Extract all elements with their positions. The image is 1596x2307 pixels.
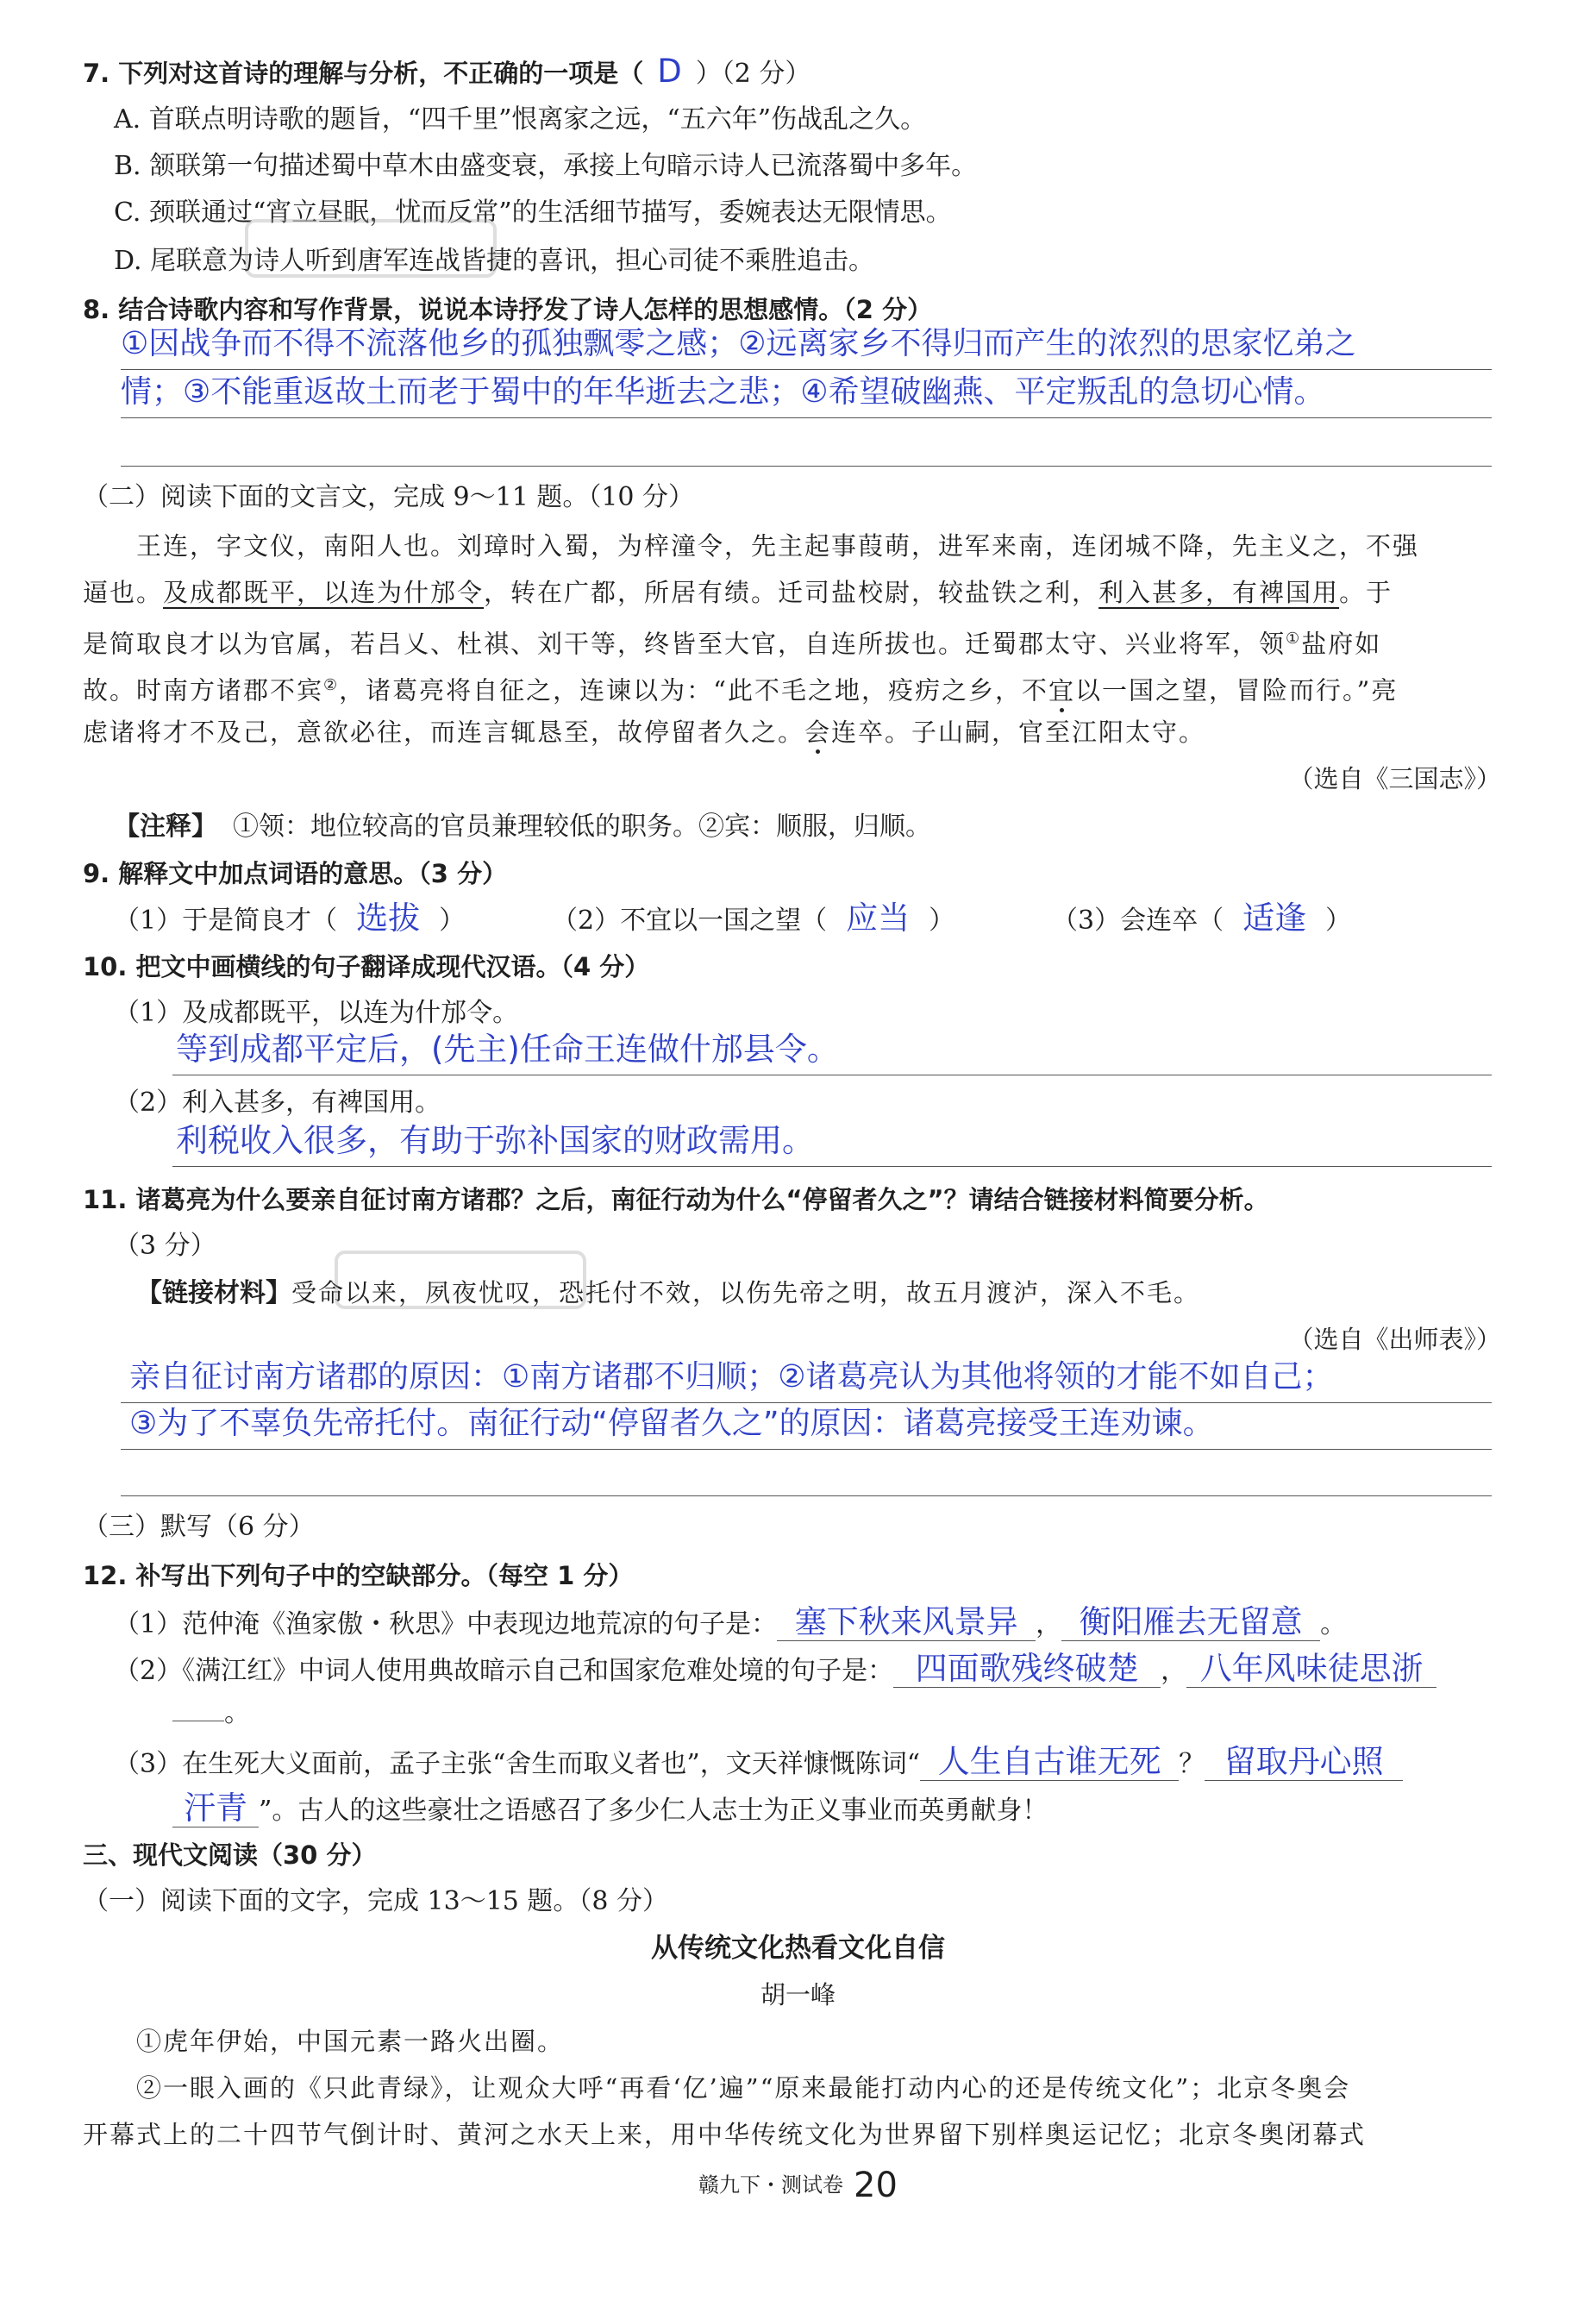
q7-tail: ）（2 分） xyxy=(695,59,811,89)
link-material-label: 【链接材料】 xyxy=(136,1278,291,1308)
q11-score: （3 分） xyxy=(114,1231,216,1261)
q12-text: （1）范仲淹《渔家傲・秋思》中表现边地荒凉的句子是： xyxy=(114,1609,778,1639)
q8-answer-line-2: 情；③不能重返故土而老于蜀中的年华逝去之悲；④希望破幽燕、平定叛乱的急切心情。 xyxy=(121,374,1325,410)
q9-item-text: （3）会连卒（ xyxy=(1052,906,1224,936)
q12-stem: 12. 补写出下列句子中的空缺部分。（每空 1 分） xyxy=(83,1561,634,1590)
passage-text: 以一国之望，冒险而行。”亮 xyxy=(1075,675,1399,705)
passage-text: 连卒。子山嗣，官至江阳太守。 xyxy=(831,718,1206,747)
q9-item-text: ） xyxy=(439,906,466,936)
part3-subheading: （一）阅读下面的文字，完成 13～15 题。（8 分） xyxy=(83,1886,669,1916)
q12-line-2 xyxy=(114,1651,1436,1690)
q7-stem xyxy=(83,53,811,92)
underlined-sentence-1: 及成都既平，以连为什邡令 xyxy=(163,578,485,607)
underlined-sentence-2: 利入甚多，有裨国用 xyxy=(1098,578,1340,607)
q9-stem: 9. 解释文中加点词语的意思。（3 分） xyxy=(83,859,508,888)
answer-rule xyxy=(121,466,1492,467)
q12-blank-3: 四面歌残终破楚 xyxy=(893,1651,1161,1688)
q12-line-2-cont xyxy=(172,1696,250,1732)
q10-stem: 10. 把文中画横线的句子翻译成现代汉语。（4 分） xyxy=(83,952,650,981)
passage-line-3 xyxy=(83,621,1381,662)
q12-text: （3）在生死大义面前，孟子主张“舍生而取义者也”，文天祥慷慨陈词“ xyxy=(114,1749,921,1779)
q12-blank-4: 八年风味徒思浙 xyxy=(1186,1651,1436,1688)
article-title: 从传统文化热看文化自信 xyxy=(651,1933,945,1964)
q12-line-1 xyxy=(114,1604,1346,1643)
q12-text: （2）《满江红》中词人使用典故暗示自己和国家危难处境的句子是： xyxy=(114,1656,894,1686)
q12-text: ， xyxy=(1161,1656,1187,1686)
answer-rule xyxy=(121,369,1492,370)
section2-heading: （二）阅读下面的文言文，完成 9～11 题。（10 分） xyxy=(83,482,695,512)
q12-line-3 xyxy=(114,1744,1403,1783)
q12-text: 。 xyxy=(224,1698,250,1728)
passage-text: 逼也。 xyxy=(83,578,164,607)
passage-line-2 xyxy=(83,574,1393,611)
q7-option-b: B. 颔联第一句描述蜀中草木由盛变衰，承接上句暗示诗人已流落蜀中多年。 xyxy=(114,151,978,181)
q12-blank-6: 留取丹心照 xyxy=(1205,1744,1403,1781)
footnote-ref-1: ① xyxy=(1286,630,1302,648)
page-footer xyxy=(0,2163,1596,2207)
q7-answer: D xyxy=(657,53,682,90)
watermark-logo-icon xyxy=(243,214,502,283)
q10-sentence-2: （2）利入甚多，有裨国用。 xyxy=(114,1088,441,1118)
notes-label: 【注释】 xyxy=(114,812,217,842)
q9-answer-3: 适逢 xyxy=(1242,900,1307,937)
answer-rule xyxy=(121,1449,1492,1450)
notes-text: ①领：地位较高的官员兼理较低的职务。②宾：顺服，归顺。 xyxy=(233,812,931,842)
q12-line-4 xyxy=(172,1790,1048,1829)
answer-rule xyxy=(172,1166,1492,1167)
q7-option-d: D. 尾联意为诗人听到唐军连战皆捷的喜讯，担心司徒不乘胜追击。 xyxy=(114,246,875,276)
q9-answer-2: 应当 xyxy=(846,900,911,937)
q12-blank-1: 塞下秋来风景异 xyxy=(777,1604,1036,1641)
q9-item-1 xyxy=(114,900,465,939)
article-paragraph-2-cont: 开幕式上的二十四节气倒计时、黄河之水天上来，用中华传统文化为世界留下别样奥运记忆；北京冬奥闭幕式 xyxy=(83,2120,1367,2149)
q9-item-text: ） xyxy=(1325,906,1352,936)
q9-item-3 xyxy=(1052,900,1351,939)
passage-line-1: 王连，字文仪，南阳人也。刘璋时入蜀，为梓潼令，先主起事葭萌，进军来南，连闭城不降，先主义之，不强 xyxy=(136,531,1420,561)
watermark xyxy=(333,1245,591,1328)
q12-text: ， xyxy=(1036,1609,1062,1639)
passage-text: 是简 xyxy=(83,629,137,659)
passage-line-5 xyxy=(83,714,1205,750)
q8-answer-line-1: ①因战争而不得不流落他乡的孤独飘零之感；②远离家乡不得归而产生的浓烈的思家忆弟之 xyxy=(121,326,1356,361)
footnote-ref-2: ② xyxy=(323,676,340,694)
answer-rule xyxy=(121,417,1492,418)
passage-text: 故。时南方诸郡不宾 xyxy=(83,675,324,705)
q9-item-text: ） xyxy=(929,906,955,936)
q11-answer-line-2: ③为了不辜负先帝托付。南征行动“停留者久之”的原因：诸葛亮接受王连劝谏。 xyxy=(129,1406,1214,1441)
watermark xyxy=(243,214,502,297)
passage-text: ，转在广都，所居有绩。迁司盐校尉，较盐铁之利， xyxy=(484,578,1099,607)
footer-label: 赣九下・测试卷 xyxy=(698,2172,844,2197)
part3-heading: 三、现代文阅读（30 分） xyxy=(83,1840,377,1870)
q10-sentence-1: （1）及成都既平，以连为什邡令。 xyxy=(114,998,519,1028)
passage-line-4 xyxy=(83,668,1398,709)
q11-stem: 11. 诸葛亮为什么要亲自征讨南方诸郡？之后，南征行动为什么“停留者久之”？请结合链接材料简要分析。 xyxy=(83,1185,1269,1214)
q12-blank-5: 人生自古谁无死 xyxy=(920,1744,1179,1781)
link-material-text: 受命以来，夙夜忧叹，恐托付不效，以伤先帝之明，故五月渡泸，深入不毛。 xyxy=(291,1278,1201,1307)
q11-answer-line-1: 亲自征讨南方诸郡的原因：①南方诸郡不归顺；②诸葛亮认为其他将领的才能不如自己； xyxy=(129,1359,1334,1395)
watermark-logo-icon xyxy=(333,1245,591,1314)
passage-text: 良才以为官属，若吕乂、杜祺、刘干等，终皆至大官，自连所拔也。迁蜀郡太守、兴业将军，领 xyxy=(163,629,1286,659)
q9-item-2 xyxy=(552,900,954,939)
q7-option-a: A. 首联点明诗歌的题旨，“四千里”恨离家之远，“五六年”伤战乱之久。 xyxy=(114,104,927,135)
page-number: 20 xyxy=(854,2165,898,2205)
q12-blank-2: 衡阳雁去无留意 xyxy=(1061,1604,1320,1641)
answer-rule xyxy=(121,1402,1492,1403)
passage-text: 盐府如 xyxy=(1301,629,1382,659)
q12-blank-7: 汗青 xyxy=(172,1790,259,1827)
article-author: 胡一峰 xyxy=(760,1980,836,2009)
q9-answer-1: 选拔 xyxy=(356,900,421,937)
dotted-word: 会 xyxy=(804,718,832,747)
q12-text: ”。古人的这些豪壮之语感召了多少仁人志士为正义事业而英勇献身！ xyxy=(259,1796,1048,1826)
q8-stem: 8. 结合诗歌内容和写作背景，说说本诗抒发了诗人怎样的思想感情。（2 分） xyxy=(83,295,933,324)
article-paragraph-1: ①虎年伊始，中国元素一路火出圈。 xyxy=(136,2027,565,2056)
passage-text: 。于 xyxy=(1339,578,1393,607)
section3-heading: （三）默写（6 分） xyxy=(83,1512,315,1542)
q12-text: ？ xyxy=(1179,1749,1205,1779)
q7-stem-text: 7. 下列对这首诗的理解与分析，不正确的一项是（ xyxy=(83,59,644,88)
article-paragraph-2: ②一眼入画的《只此青绿》，让观众大呼“再看‘亿’遍”“原来最能打动内心的还是传统文化”；北京冬奥会 xyxy=(136,2073,1351,2103)
passage-text: 虑诸将才不及己，意欲必往，而连言辄恳至，故停留者久之。 xyxy=(83,718,805,747)
q9-item-text: （2）不宜以一国之望（ xyxy=(552,906,828,936)
q11-link-material xyxy=(136,1275,1200,1312)
q12-text: 。 xyxy=(1320,1609,1347,1639)
passage-source: （选自《三国志》） xyxy=(1288,764,1501,793)
q10-answer-1: 等到成都平定后，(先主)任命王连做什邡县令。 xyxy=(176,1031,839,1068)
passage-text: ，诸葛亮将自征之，连谏以为：“此不毛之地，疫疠之乡，不 xyxy=(339,675,1048,705)
q10-answer-2: 利税收入很多，有助于弥补国家的财政需用。 xyxy=(176,1122,814,1159)
q9-item-text: （1）于是简良才（ xyxy=(114,906,338,936)
q7-option-c: C. 颈联通过“宵立昼眠，忧而反常”的生活细节描写，委婉表达无限情思。 xyxy=(114,197,952,228)
dotted-word: 宜 xyxy=(1048,675,1075,705)
passage-text: 取 xyxy=(136,629,164,659)
answer-rule xyxy=(121,1495,1492,1496)
passage-notes xyxy=(114,809,931,845)
q11-source: （选自《出师表》） xyxy=(1288,1325,1501,1354)
